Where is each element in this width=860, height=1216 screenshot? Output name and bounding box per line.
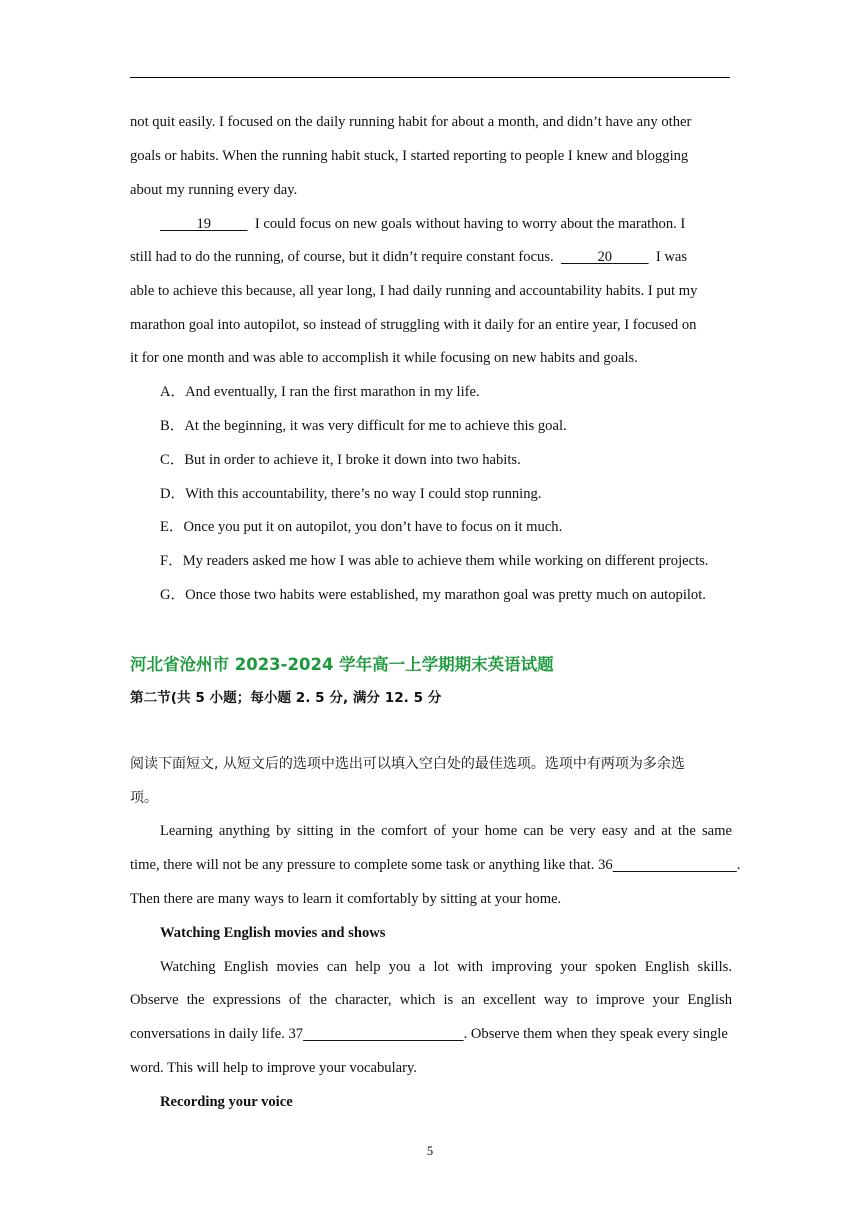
blank-19[interactable]: 19 (196, 216, 212, 232)
subheading: Watching English movies and shows (160, 925, 386, 941)
option-f: F．My readers asked me how I was able to achieve them while working on different projects. (160, 553, 709, 569)
text-line: not quit easily. I focused on the daily running habit for about a month, and didn’t have any other (130, 114, 692, 130)
text-line: word. This will help to improve your vocabulary. (130, 1060, 417, 1076)
blank-20[interactable]: 20 (597, 249, 613, 265)
text-line: time, there will not be any pressure to complete some task or anything like that. 36 . (130, 857, 741, 873)
text-line: Learning anything by sitting in the comfort of your home can be very easy and at the same (160, 823, 732, 839)
blank-37[interactable] (303, 1024, 464, 1044)
instruction-line: 阅读下面短文, 从短文后的选项中选出可以填入空白处的最佳选项。选项中有两项为多余选 (130, 756, 685, 772)
text-line: about my running every day. (130, 182, 298, 198)
page-number: 5 (426, 1144, 434, 1158)
text-line: goals or habits. When the running habit stuck, I started reporting to people I knew and blogging (130, 148, 689, 164)
text-line: Watching English movies can help you a lot with improving your spoken English skills. (160, 959, 732, 975)
text-line: 19 I could focus on new goals without having to worry about the marathon. I (160, 214, 732, 234)
blank-36[interactable] (613, 855, 737, 875)
option-g: G．Once those two habits were established, my marathon goal was pretty much on autopilot. (160, 587, 706, 603)
text-line: Then there are many ways to learn it comfortably by sitting at your home. (130, 891, 562, 907)
header-rule (130, 77, 730, 78)
subheading: Recording your voice (160, 1094, 293, 1110)
text-line: still had to do the running, of course, but it didn’t require constant focus. 20 I was (130, 249, 688, 265)
text-line: marathon goal into autopilot, so instead of struggling with it daily for an entire year, I focused on (130, 317, 697, 333)
instruction-line: 项。 (130, 790, 158, 806)
option-a: A．And eventually, I ran the first marathon in my life. (160, 384, 480, 400)
section-subtitle: 第二节(共 5 小题；每小题 2. 5 分, 满分 12. 5 分 (130, 690, 442, 706)
text-line: Observe the expressions of the character, which is an excellent way to improve your English (130, 992, 732, 1008)
text-line: able to achieve this because, all year long, I had daily running and accountability habits. I put my (130, 283, 698, 299)
option-c: C．But in order to achieve it, I broke it down into two habits. (160, 452, 521, 468)
text-line: it for one month and was able to accomplish it while focusing on new habits and goals. (130, 350, 638, 366)
section-title: 河北省沧州市 2023-2024 学年高一上学期期末英语试题 (130, 655, 554, 674)
text-line: conversations in daily life. 37 . Observe them when they speak every single (130, 1026, 728, 1042)
option-e: E．Once you put it on autopilot, you don’t have to focus on it much. (160, 519, 563, 535)
option-b: B．At the beginning, it was very difficult for me to achieve this goal. (160, 418, 567, 434)
option-d: D．With this accountability, there’s no way I could stop running. (160, 486, 542, 502)
